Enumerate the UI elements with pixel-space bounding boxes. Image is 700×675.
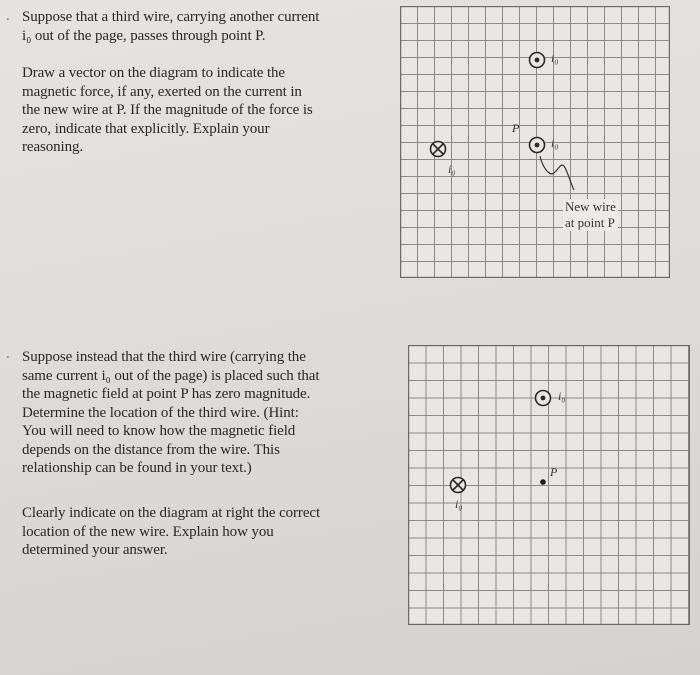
new-wire-out-of-page-icon <box>527 135 547 155</box>
point-p-label: P <box>512 121 520 135</box>
wire-out-label: i₀ <box>558 389 566 403</box>
current-into-page-icon <box>448 475 468 495</box>
text-line: Suppose that a third wire, carrying another current <box>22 9 320 25</box>
point-p-label: P <box>550 465 558 479</box>
question-2-text <box>22 348 319 478</box>
wire-out-label: i₀ <box>551 51 559 65</box>
text-line: determined your answer. <box>22 542 168 558</box>
text-line: relationship can be found in your text.) <box>22 460 252 476</box>
question-1-instruction <box>22 64 313 157</box>
text-line: magnetic force, if any, exerted on the current in <box>22 83 302 100</box>
question-2-instruction <box>22 504 320 560</box>
text-line: zero, indicate that explicitly. Explain your <box>22 120 270 137</box>
text-line: Determine the location of the third wire. (Hint: <box>22 404 299 421</box>
point-p-dot <box>539 478 547 486</box>
new-wire-label: i₀ <box>551 136 559 150</box>
callout-line: New wire <box>565 199 616 214</box>
text-line: same current i₀ out of the page) is placed such that <box>22 367 320 384</box>
new-wire-callout <box>563 199 618 231</box>
current-out-of-page-icon <box>533 388 553 408</box>
current-out-of-page-icon <box>527 50 547 70</box>
grid-diagram-2[interactable] <box>408 345 690 625</box>
text-line: depends on the distance from the wire. This <box>22 441 280 458</box>
text-line: the magnetic field at point P has zero magnitude. <box>22 386 311 402</box>
text-line: reasoning. <box>22 139 84 155</box>
current-into-page-icon <box>428 139 448 159</box>
bullet-mark: . <box>6 346 10 362</box>
bullet-mark: . <box>6 8 10 24</box>
text-line: location of the new wire. Explain how you <box>22 523 274 540</box>
text-line: the new wire at P. If the magnitude of the force is <box>22 102 313 118</box>
text-line: You will need to know how the magnetic field <box>22 423 296 439</box>
grid-diagram-1[interactable] <box>400 6 670 278</box>
text-line: Suppose instead that the third wire (carrying the <box>22 349 306 365</box>
text-line: i₀ out of the page, passes through point P. <box>22 27 266 44</box>
wire-into-label: i₀ <box>448 162 456 176</box>
callout-line: at point P <box>565 215 615 230</box>
wire-into-label: i₀ <box>455 497 463 511</box>
text-line: Clearly indicate on the diagram at right the correct <box>22 505 321 521</box>
question-1-text <box>22 8 319 45</box>
text-line: Draw a vector on the diagram to indicate the <box>22 65 285 81</box>
